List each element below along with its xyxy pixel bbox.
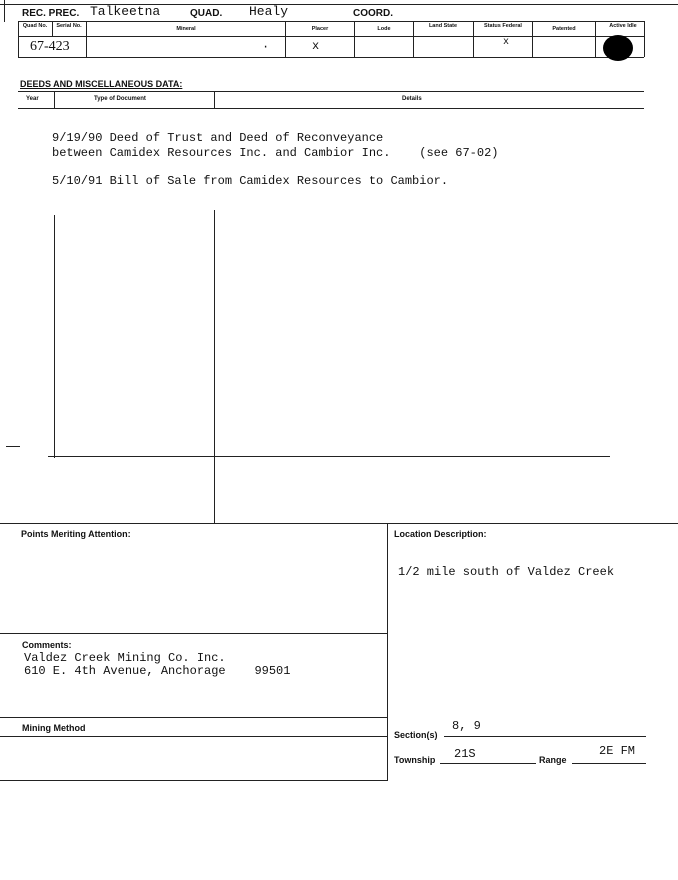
- rec-prec-value: Talkeetna: [90, 4, 161, 19]
- range-label: Range: [539, 755, 567, 765]
- col-lode: Lode: [377, 26, 391, 32]
- mineral-mark: ·: [262, 40, 270, 54]
- sections-value: 8, 9: [452, 719, 481, 733]
- comments-line-1: Valdez Creek Mining Co. Inc.: [24, 651, 226, 665]
- rec-prec-label: REC. PREC.: [22, 8, 80, 19]
- col-land-state: Land State: [428, 23, 458, 29]
- deeds-heading: DEEDS AND MISCELLANEOUS DATA:: [20, 79, 183, 89]
- active-dot: [603, 35, 633, 61]
- deeds-col-year: Year: [26, 96, 39, 102]
- placer-mark: x: [312, 39, 320, 53]
- township-value: 21S: [454, 747, 476, 761]
- deed-entry-1-line-2: between Camidex Resources Inc. and Cambior Inc. (see 67-02): [52, 146, 499, 160]
- location-label: Location Description:: [394, 529, 487, 539]
- coord-label: COORD.: [353, 8, 393, 19]
- deeds-col-details: Details: [402, 96, 422, 102]
- deed-entry-1-line-1: 9/19/90 Deed of Trust and Deed of Reconveyance: [52, 131, 384, 145]
- quad-serial-value: 67-423: [30, 39, 70, 54]
- deed-entry-2: 5/10/91 Bill of Sale from Camidex Resources to Cambior.: [52, 174, 449, 188]
- location-value: 1/2 mile south of Valdez Creek: [398, 565, 615, 579]
- col-active-idle: Active Idle: [609, 23, 637, 29]
- col-patented: Patented: [552, 26, 576, 32]
- comments-label: Comments:: [22, 640, 72, 650]
- status-federal-mark: x: [503, 37, 510, 48]
- range-value: 2E FM: [599, 744, 636, 758]
- col-placer: Placer: [311, 26, 329, 32]
- col-mineral: Mineral: [176, 26, 196, 32]
- mining-method-label: Mining Method: [22, 723, 86, 733]
- deeds-col-type: Type of Document: [94, 96, 146, 102]
- col-status-federal: Status Federal: [484, 23, 522, 29]
- township-label: Township: [394, 755, 436, 765]
- quad-value: Healy: [249, 4, 289, 19]
- comments-line-2: 610 E. 4th Avenue, Anchorage 99501: [24, 664, 291, 678]
- sections-label: Section(s): [394, 730, 438, 740]
- quad-label: QUAD.: [190, 8, 223, 19]
- points-label: Points Meriting Attention:: [21, 529, 131, 539]
- col-quad-no: Quad No.: [22, 23, 48, 29]
- col-serial-no: Serial No.: [56, 23, 82, 29]
